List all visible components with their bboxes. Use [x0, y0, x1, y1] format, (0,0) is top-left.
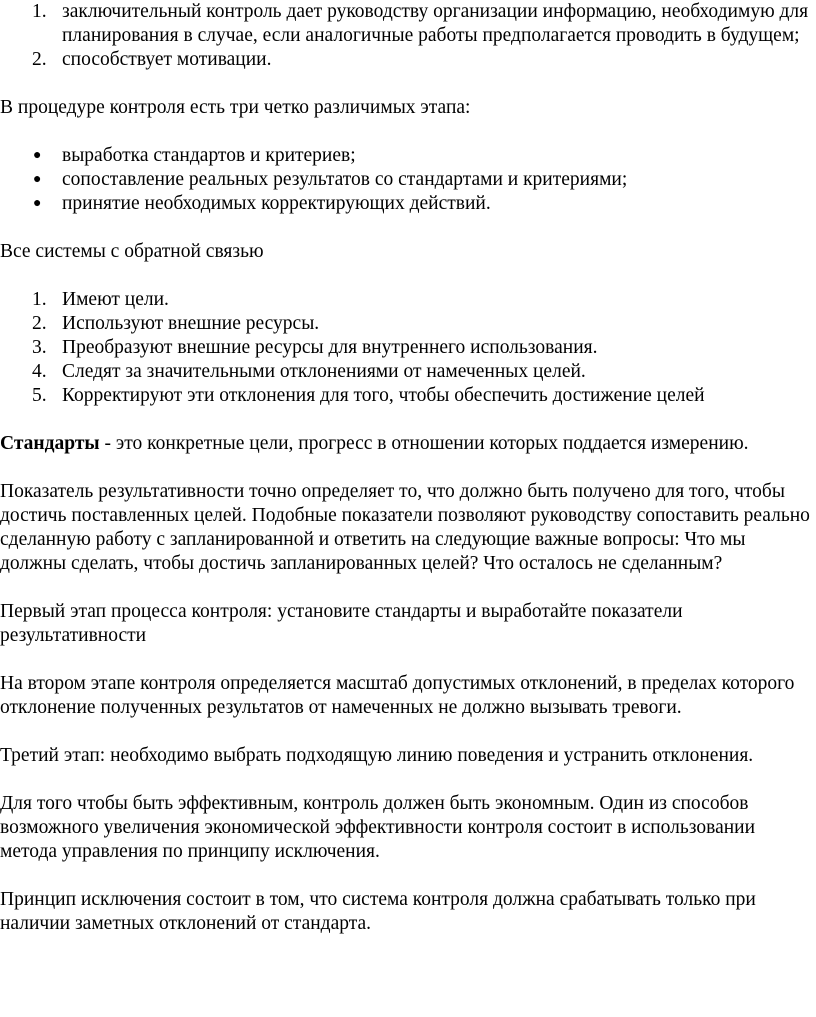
- ordered-list-feedback-systems: [0, 288, 816, 408]
- list-item-text: Преобразуют внешние ресурсы для внутреннего использования.: [62, 337, 598, 358]
- spacer: [0, 408, 816, 432]
- list-number: 5.: [32, 385, 47, 406]
- paragraph-standards: [0, 432, 816, 456]
- list-number: 3.: [32, 337, 47, 358]
- list-item: [0, 0, 816, 48]
- list-number: 4.: [32, 361, 47, 382]
- list-number: 2.: [32, 313, 47, 334]
- list-item-text: Корректируют эти отклонения для того, чтобы обеспечить достижение целей: [62, 385, 705, 406]
- spacer: [0, 768, 816, 792]
- list-item: [0, 360, 816, 384]
- spacer: [0, 576, 816, 600]
- list-item: [0, 168, 816, 192]
- standards-definition: - это конкретные цели, прогресс в отношении которых поддается измерению.: [99, 433, 749, 454]
- list-item-text: Имеют цели.: [62, 289, 169, 310]
- spacer: [0, 720, 816, 744]
- bullet-icon: ●: [33, 148, 42, 163]
- spacer: [0, 456, 816, 480]
- spacer: [0, 264, 816, 288]
- list-item: [0, 48, 816, 72]
- list-item: [0, 336, 816, 360]
- paragraph-exception: Принцип исключения состоит в том, что система контроля должна срабатывать только при наличии заметных отклонений от стандарта.: [0, 889, 756, 934]
- list-item-text: Используют внешние ресурсы.: [62, 313, 320, 334]
- spacer: [0, 120, 816, 144]
- list-item: [0, 384, 816, 408]
- list-item-text: принятие необходимых корректирующих действий.: [62, 193, 491, 214]
- paragraph-stages-intro: В процедуре контроля есть три четко различимых этапа:: [0, 97, 471, 118]
- spacer: [0, 648, 816, 672]
- spacer: [0, 864, 816, 888]
- list-item: [0, 192, 816, 216]
- spacer: [0, 72, 816, 96]
- list-item: [0, 312, 816, 336]
- paragraph-indicator: Показатель результативности точно определяет то, что должно быть получено для того, чтобы достичь поставленных целей. Подобные показатели позволяют руководству сопоставить реально сделанную работу с запланированной и ответить на следующие важные вопросы: Что мы должны сделать, чтобы достичь запланированных целей? Что осталось не сделанным?: [0, 481, 810, 574]
- bullet-icon: ●: [33, 172, 42, 187]
- paragraph-stage2: На втором этапе контроля определяется масштаб допустимых отклонений, в пределах которого отклонение полученных результатов от намеченных не должно вызывать тревоги.: [0, 673, 795, 718]
- paragraph-economy: Для того чтобы быть эффективным, контроль должен быть экономным. Один из способов возможного увеличения экономической эффективности контроля состоит в использовании метода управления по принципу исключения.: [0, 793, 756, 862]
- list-number: 1.: [32, 1, 47, 22]
- paragraph-stage3: Третий этап: необходимо выбрать подходящую линию поведения и устранить отклонения.: [0, 745, 754, 766]
- list-item-text: выработка стандартов и критериев;: [62, 145, 356, 166]
- spacer: [0, 216, 816, 240]
- list-item-text: сопоставление реальных результатов со стандартами и критериями;: [62, 169, 628, 190]
- ordered-list-control-benefits: [0, 0, 816, 72]
- paragraph-stage1: Первый этап процесса контроля: установите стандарты и выработайте показатели результативности: [0, 601, 683, 646]
- list-number: 2.: [32, 49, 47, 70]
- list-item: [0, 288, 816, 312]
- list-item: [0, 144, 816, 168]
- list-number: 1.: [32, 289, 47, 310]
- list-item-text: способствует мотивации.: [62, 49, 272, 70]
- list-item-text: заключительный контроль дает руководству организации информацию, необходимую для планирования в случае, если аналогичные работы предполагается проводить в будущем;: [62, 1, 809, 46]
- list-item-text: Следят за значительными отклонениями от намеченных целей.: [62, 361, 586, 382]
- bullet-list-stages: [0, 144, 816, 216]
- standards-term: Стандарты: [0, 433, 100, 454]
- paragraph-feedback-intro: Все системы с обратной связью: [0, 241, 264, 262]
- bullet-icon: ●: [33, 196, 42, 211]
